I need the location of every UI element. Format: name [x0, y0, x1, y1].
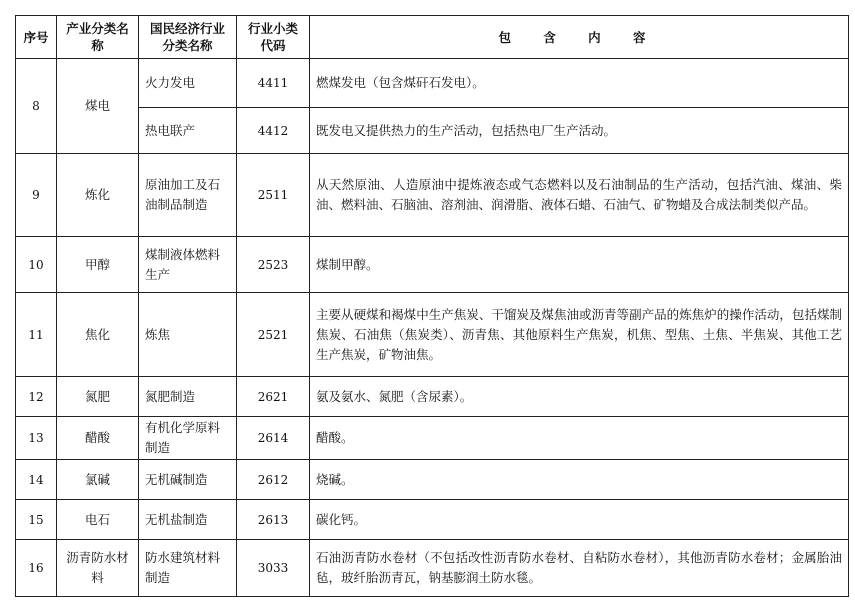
content-cell: 燃煤发电（包含煤矸石发电）。	[310, 59, 849, 108]
table-row	[16, 154, 849, 237]
table-row	[16, 293, 849, 377]
category-cell: 电石	[57, 500, 139, 540]
code-cell: 2511	[237, 154, 310, 237]
industry-cell: 炼焦	[139, 293, 237, 377]
content-cell: 氨及氨水、氮肥（含尿素）。	[310, 377, 849, 417]
category-cell: 氯碱	[57, 460, 139, 500]
content-cell: 醋酸。	[310, 417, 849, 460]
code-cell: 2612	[237, 460, 310, 500]
code-cell: 2521	[237, 293, 310, 377]
seq-cell: 11	[16, 293, 57, 377]
category-cell: 炼化	[57, 154, 139, 237]
seq-cell: 15	[16, 500, 57, 540]
header-industry: 国民经济行业分类名称	[139, 16, 237, 59]
header-category: 产业分类名称	[57, 16, 139, 59]
table-row	[16, 460, 849, 500]
industry-cell: 原油加工及石油制品制造	[139, 154, 237, 237]
industry-cell: 有机化学原料制造	[139, 417, 237, 460]
table-row	[16, 377, 849, 417]
table-row	[16, 500, 849, 540]
seq-cell: 13	[16, 417, 57, 460]
content-cell: 碳化钙。	[310, 500, 849, 540]
industry-cell: 无机碱制造	[139, 460, 237, 500]
seq-cell: 8	[16, 59, 57, 154]
industry-cell: 氮肥制造	[139, 377, 237, 417]
industry-cell: 火力发电	[139, 59, 237, 108]
seq-cell: 10	[16, 237, 57, 293]
industry-cell: 热电联产	[139, 108, 237, 154]
category-cell: 甲醇	[57, 237, 139, 293]
header-row	[16, 16, 849, 59]
content-cell: 主要从硬煤和褐煤中生产焦炭、干馏炭及煤焦油或沥青等副产品的炼焦炉的操作活动，包括煤制焦炭、石油焦（焦炭类）、沥青焦、其他原料生产焦炭，机焦、型焦、土焦、半焦炭、其他工艺生产焦炭，矿物油焦。	[310, 293, 849, 377]
code-cell: 2613	[237, 500, 310, 540]
seq-cell: 14	[16, 460, 57, 500]
code-cell: 3033	[237, 540, 310, 597]
content-cell: 既发电又提供热力的生产活动，包括热电厂生产活动。	[310, 108, 849, 154]
code-cell: 2523	[237, 237, 310, 293]
content-cell: 烧碱。	[310, 460, 849, 500]
seq-cell: 12	[16, 377, 57, 417]
industry-classification-table	[15, 15, 849, 597]
code-cell: 4411	[237, 59, 310, 108]
header-content: 包 含 内 容	[310, 16, 849, 59]
industry-cell: 防水建筑材料制造	[139, 540, 237, 597]
seq-cell: 9	[16, 154, 57, 237]
table-row	[16, 237, 849, 293]
header-code: 行业小类代码	[237, 16, 310, 59]
content-cell: 石油沥青防水卷材（不包括改性沥青防水卷材、自粘防水卷材），其他沥青防水卷材；金属胎油毡，玻纤胎沥青瓦，钠基膨润土防水毯。	[310, 540, 849, 597]
header-seq: 序号	[16, 16, 57, 59]
industry-cell: 煤制液体燃料生产	[139, 237, 237, 293]
code-cell: 2621	[237, 377, 310, 417]
table-row	[16, 59, 849, 108]
table-row	[16, 417, 849, 460]
code-cell: 4412	[237, 108, 310, 154]
category-cell: 醋酸	[57, 417, 139, 460]
code-cell: 2614	[237, 417, 310, 460]
industry-cell: 无机盐制造	[139, 500, 237, 540]
category-cell: 氮肥	[57, 377, 139, 417]
seq-cell: 16	[16, 540, 57, 597]
category-cell: 煤电	[57, 59, 139, 154]
content-cell: 煤制甲醇。	[310, 237, 849, 293]
category-cell: 焦化	[57, 293, 139, 377]
content-cell: 从天然原油、人造原油中提炼液态或气态燃料以及石油制品的生产活动，包括汽油、煤油、柴油、燃料油、石脑油、溶剂油、润滑脂、液体石蜡、石油气、矿物蜡及合成法制类似产品。	[310, 154, 849, 237]
table-row	[16, 540, 849, 597]
category-cell: 沥青防水材料	[57, 540, 139, 597]
table-row	[16, 108, 849, 154]
